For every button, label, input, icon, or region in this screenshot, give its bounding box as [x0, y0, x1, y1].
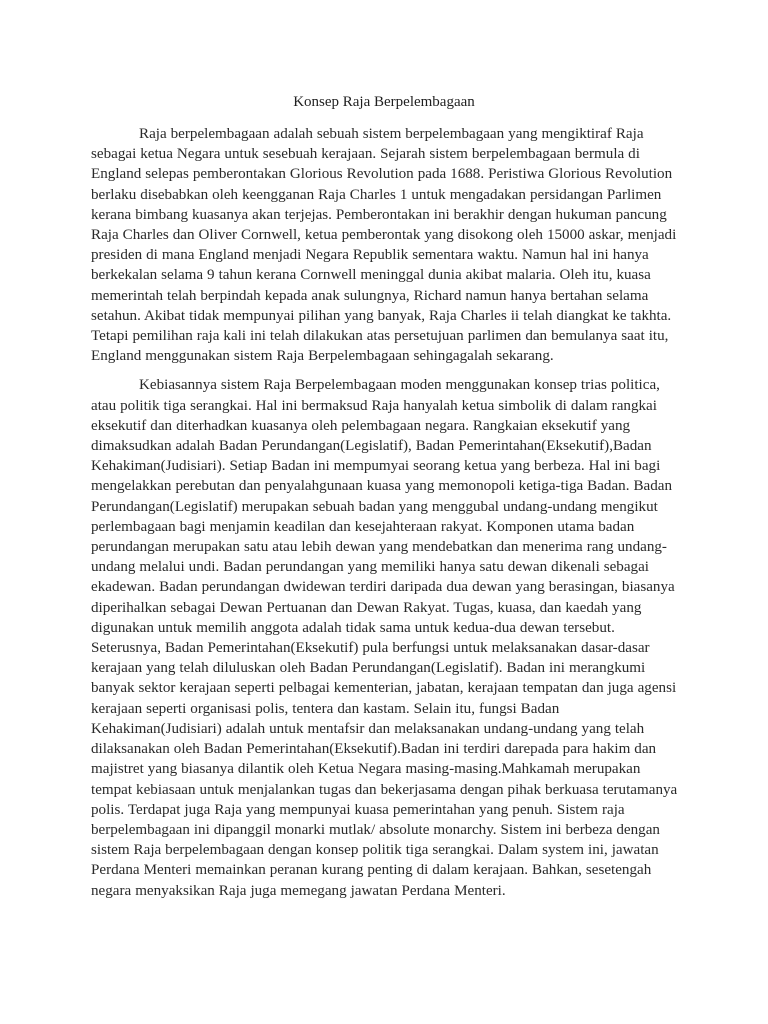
document-title: Konsep Raja Berpelembagaan — [293, 94, 475, 110]
paragraph-history: Raja berpelembagaan adalah sebuah sistem berpelembagaan yang mengiktiraf Raja sebagai ketua Negara untuk sesebuah kerajaan. Sejarah sistem berpelembagaan bermula di England selepas pemberontakan Glorious Revolution pada 1688. Peristiwa Glorious Revolution berlaku disebabkan oleh keengganan Raja Charles 1 untuk mengadakan persidangan Parlimen kerana bimbang kuasanya akan terjejas. Pemberontakan ini berakhir dengan hukuman pancung Raja Charles dan Oliver Cornwell, ketua pemberontak yang disokong oleh 15000 askar, menjadi presiden di mana England menjadi Negara Republik sementara waktu. Namun hal ini hanya berkekalan selama 9 tahun kerana Cornwell meninggal dunia akibat malaria. Oleh itu, kuasa memerintah telah berpindah kepada anak sulungnya, Richard namun hanya bertahan selama setahun. Akibat tidak mempunyai pilihan yang banyak, Raja Charles ii telah diangkat ke takhta. Tetapi pemilihan raja kali ini telah dilakukan atas persetujuan parlimen dan bemulanya saat itu, England menggunakan sistem Raja Berpelembagaan sehingagalah sekarang. — [91, 126, 677, 365]
paragraph-trias-politica: Kebiasannya sistem Raja Berpelembagaan moden menggunakan konsep trias politica, atau politik tiga serangkai. Hal ini bermaksud Raja hanyalah ketua simbolik di dalam rangkai eksekutif dan diterhadkan kuasanya oleh pelembagaan negara. Rangkaian eksekutif yang dimaksudkan adalah Badan Perundangan(Legislatif), Badan Pemerintahan(Eksekutif),Badan Kehakiman(Judisiari). Setiap Badan ini mempumyai seorang ketua yang berbeza. Hal ini bagi mengelakkan perebutan dan penyalahgunaan kuasa yang memonopoli ketiga-tiga Badan. Badan Perundangan(Legislatif) merupakan sebuah badan yang menggubal undang-undang mengikut perlembagaan bagi menjamin keadilan dan kesejahteraan rakyat. Komponen utama badan perundangan merupakan satu atau lebih dewan yang mendebatkan dan menerima rang undang-undang melalui undi. Badan perundangan yang memiliki hanya satu dewan dikenali sebagai ekadewan. Badan perundangan dwidewan terdiri daripada dua dewan yang berasingan, biasanya diperihalkan sebagai Dewan Pertuanan dan Dewan Rakyat. Tugas, kuasa, dan kaedah yang digunakan untuk memilih anggota adalah tidak sama untuk kedua-dua dewan tersebut. Seterusnya, Badan Pemerintahan(Eksekutif) pula berfungsi untuk melaksanakan dasar-dasar kerajaan yang telah diluluskan oleh Badan Perundangan(Legislatif). Badan ini merangkumi banyak sektor kerajaan seperti pelbagai kementerian, jabatan, kerajaan tempatan dan juga agensi kerajaan seperti organisasi polis, tentera dan kastam. Selain itu, fungsi Badan Kehakiman(Judisiari) adalah untuk mentafsir dan melaksanakan undang-undang yang telah dilaksanakan oleh Badan Pemerintahan(Eksekutif).Badan ini terdiri darepada para hakim dan majistret yang biasanya dilantik oleh Ketua Negara masing-masing.Mahkamah merupakan tempat kebiasaan untuk menjalankan tugas dan bekerjasama dengan pihak berkuasa terutamanya polis. Terdapat juga Raja yang mempunyai kuasa pemerintahan yang penuh. Sistem raja berpelembagaan ini dipanggil monarki mutlak/ absolute monarchy. Sistem ini berbeza dengan sistem Raja berpelembagaan dengan konsep politik tiga serangkai. Dalam system ini, jawatan Perdana Menteri memainkan peranan kurang penting di dalam kerajaan. Bahkan, sesetengah negara menyaksikan Raja juga memegang jawatan Perdana Menteri. — [91, 377, 678, 899]
document-body — [91, 124, 679, 901]
